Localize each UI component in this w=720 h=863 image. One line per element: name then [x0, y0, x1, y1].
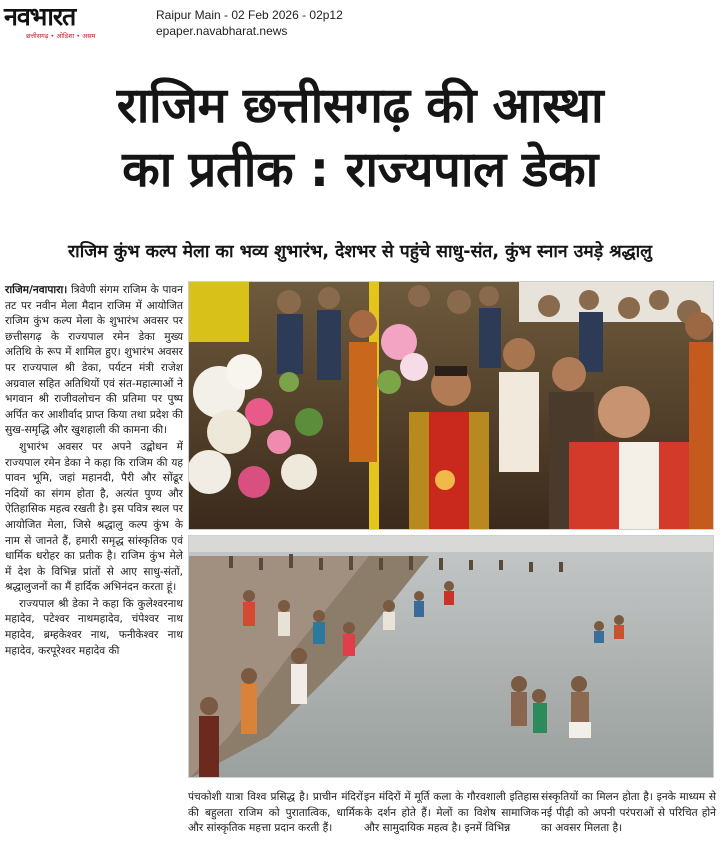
headline-line-2: का प्रतीक : राज्यपाल डेका [122, 141, 598, 198]
edition-line: Raipur Main - 02 Feb 2026 - 02p12 [156, 8, 343, 22]
article-column-4: संस्कृतियों का मिलन होता है। इनके माध्यम से नई पीढ़ी को अपनी परंपराओं से परिचित होने का अवसर मिलता है। [541, 791, 716, 835]
headline [0, 74, 720, 202]
edition-info [156, 7, 343, 39]
article-paragraph-3: राज्यपाल श्री डेका ने कहा कि कुलेश्वरनाथ महादेव, पटेश्वर नाथमहादेव, चंपेश्वर नाथ महादेव, ब्रम्हकेश्वर नाथ, फनीकेश्वर नाथ महादेव, करपूरेश्वर महादेव की [5, 597, 183, 657]
logo-wordmark: नवभारत [4, 2, 76, 31]
river-bathing-photo-illustration [189, 536, 714, 778]
masthead [0, 0, 720, 44]
navbharat-logo [4, 4, 144, 42]
paragraph-1-text: त्रिवेणी संगम राजिम के पावन तट पर नवीन मेला मैदान राजिम में आयोजित राजिम कुंभ कल्प मेला के शुभारंभ अवसर पर छत्तीसगढ़ के राज्यपाल रमेन डेका मुख्य अतिथि के रूप में शामिल हुए। शुभारंभ अवसर पर राज्यपाल श्री डेका, पर्यटन मंत्री राजेश अग्रवाल सहित अतिथियों एवं संत-महात्माओं ने भगवान श्री राजीवलोचन की प्रतिमा पर पुष्प अर्पित कर आशीर्वाद प्राप्त किया तथा प्रदेश की सुख-समृद्धि और खुशहाली की कामना की। [5, 284, 183, 437]
epaper-url[interactable]: epaper.navabharat.news [156, 24, 288, 38]
logo-tagline: छत्तीसगढ़ • ओडिशा • असम [26, 32, 96, 40]
article-column-1 [5, 283, 183, 660]
article-column-2: पंचकोशी यात्रा विश्व प्रसिद्ध है। प्राचीन मंदिरों की बहुलता राजिम को पुरातात्विक, धार्मिक और सांस्कृतिक महत्ता प्रदान करती हैं। [188, 791, 363, 835]
subheadline: राजिम कुंभ कल्प मेला का भव्य शुभारंभ, देशभर से पहुंचे साधु-संत, कुंभ स्नान उमड़े श्रद्धालु [68, 242, 652, 262]
inauguration-photo-illustration [189, 282, 714, 530]
article-paragraph-2: शुभारंभ अवसर पर अपने उद्बोधन में राज्यपाल रमेन डेका ने कहा कि राजिम की यह पावन भूमि, जहां महानदी, पैरी और सोंढूर नदियों का संगम होता है, अत्यंत पुण्य और ऐतिहासिक महत्व रखती है। इस पवित्र स्थल पर आयोजित मेला, जिसे श्रद्धालु कल्प कुंभ के नाम से जानते हैं, हमारी समृद्ध सांस्कृतिक एवं धार्मिक धरोहर का प्रतीक है। राजिम कुंभ मेले में देश के विभिन्न प्रांतों से आए साधु-संतों, श्रद्धालुजनों का मैं हार्दिक अभिनंदन करता हूं। [5, 440, 183, 594]
photo-inauguration-ceremony [188, 281, 714, 530]
article-column-3: इन मंदिरों में मूर्ति कला के गौरवशाली इतिहास के दर्शन होते हैं। मेलों का विशेष सामाजिक और सामुदायिक महत्व है। इनमें विभिन्न [364, 791, 539, 835]
photo-kumbh-snan [188, 535, 714, 778]
dateline: राजिम/नवापारा। [5, 284, 68, 296]
article-paragraph-1 [5, 283, 183, 439]
headline-line-1: राजिम छत्तीसगढ़ की आस्था [116, 77, 604, 134]
